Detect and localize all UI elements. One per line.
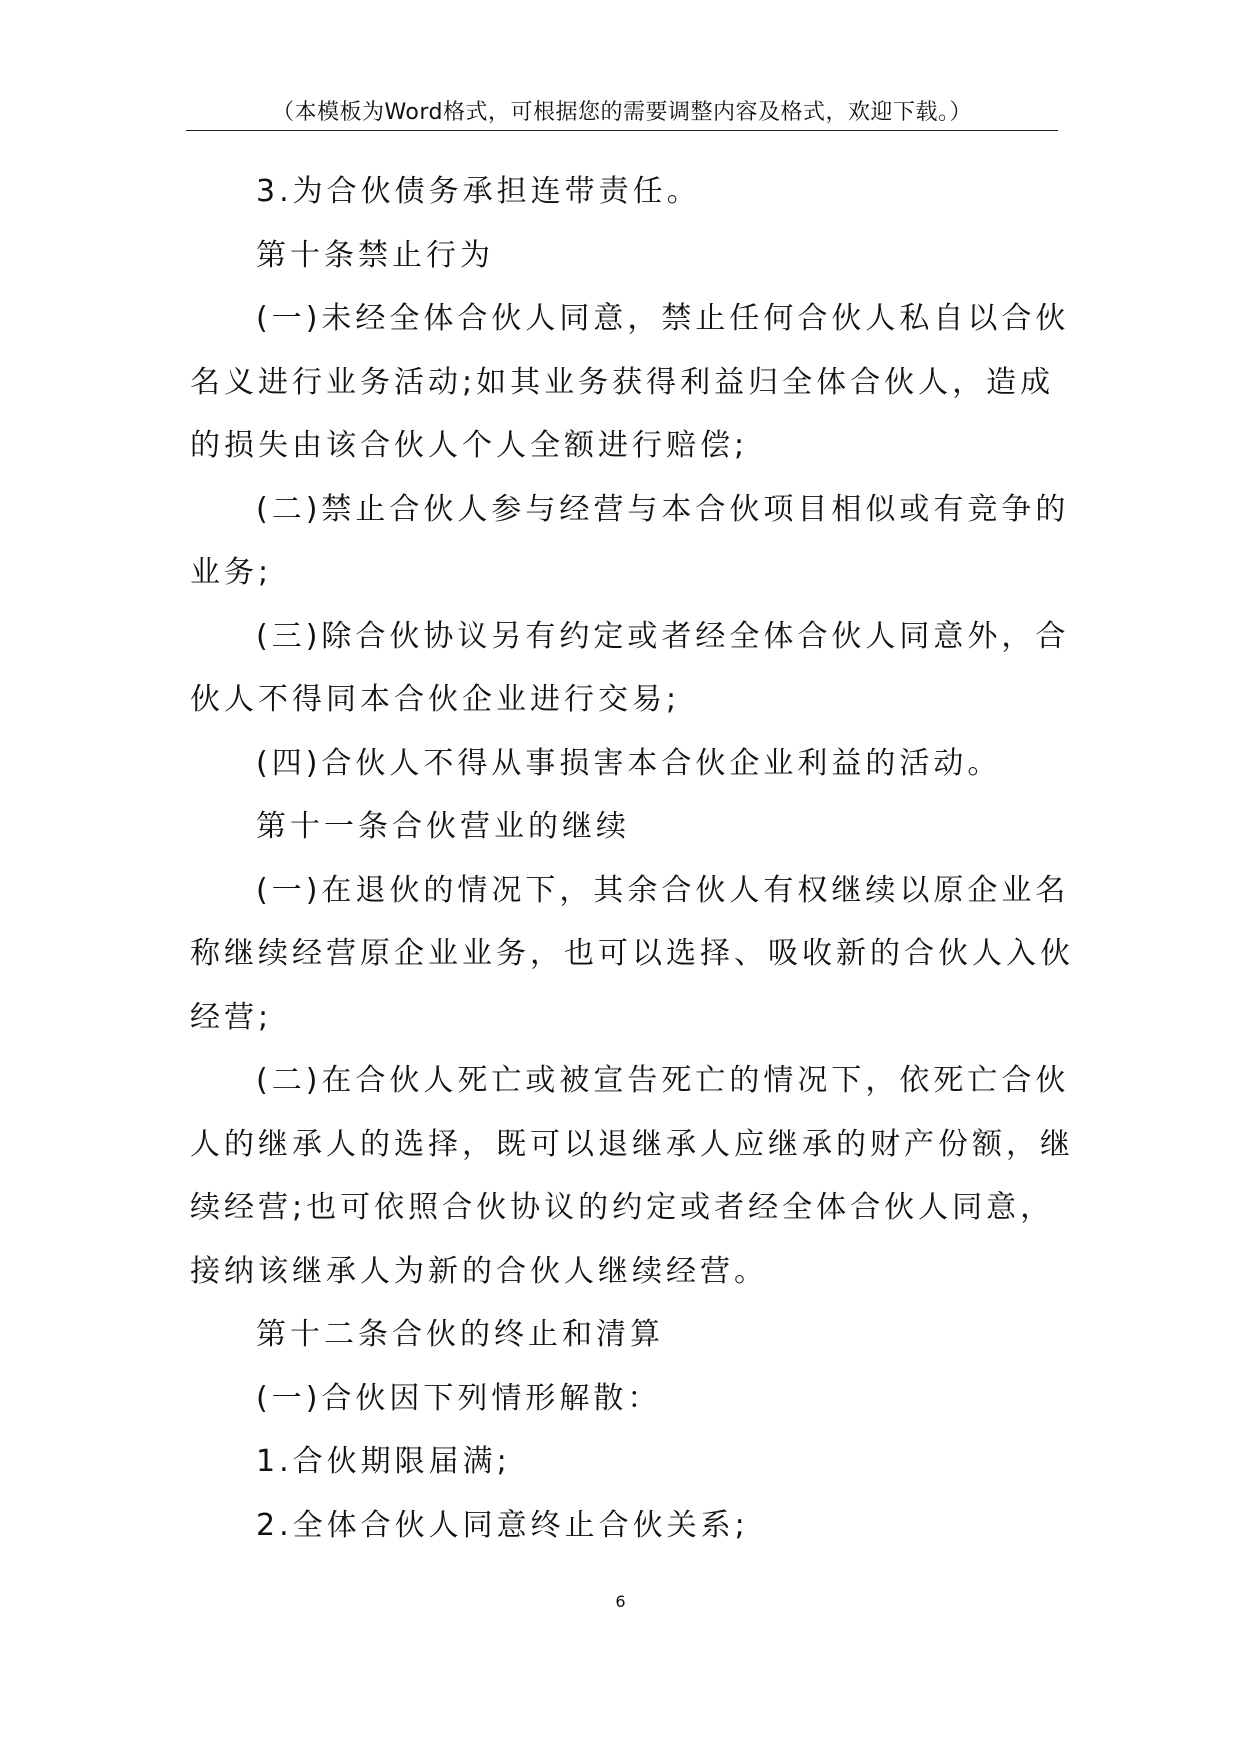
text-line: 人的继承人的选择，既可以退继承人应继承的财产份额，继 — [190, 1126, 1074, 1162]
text-line: 续经营;也可依照合伙协议的约定或者经全体合伙人同意， — [190, 1190, 1055, 1225]
text-line: 伙人不得同本合伙企业进行交易; — [190, 682, 681, 717]
section-heading: 第十二条合伙的终止和清算 — [256, 1317, 664, 1352]
header-divider — [186, 130, 1058, 131]
text-line: 的损失由该合伙人个人全额进行赔偿; — [190, 428, 749, 463]
section-heading: 第十条禁止行为 — [256, 237, 494, 273]
document-body — [190, 160, 1074, 1557]
text-line: 名义进行业务活动;如其业务获得利益归全体合伙人，造成 — [190, 364, 1055, 400]
text-line: 2.全体合伙人同意终止合伙关系; — [256, 1507, 749, 1543]
text-line: (一)在退伙的情况下，其余合伙人有权继续以原企业名 — [256, 872, 1070, 908]
page-header: （本模板为Word格式，可根据您的需要调整内容及格式，欢迎下载。） — [271, 100, 973, 125]
section-heading: 第十一条合伙营业的继续 — [256, 809, 630, 844]
text-line: (二)在合伙人死亡或被宣告死亡的情况下，依死亡合伙 — [256, 1063, 1070, 1098]
page-number: 6 — [615, 1592, 626, 1611]
text-line: (一)合伙因下列情形解散： — [256, 1380, 662, 1416]
text-line: (二)禁止合伙人参与经营与本合伙项目相似或有竞争的 — [256, 491, 1070, 527]
text-line: (一)未经全体合伙人同意，禁止任何合伙人私自以合伙 — [256, 301, 1070, 336]
text-line: (三)除合伙协议另有约定或者经全体合伙人同意外，合 — [256, 618, 1070, 654]
text-line: 接纳该继承人为新的合伙人继续经营。 — [190, 1253, 768, 1289]
text-line: 业务; — [190, 555, 273, 590]
text-line: 经营; — [190, 999, 273, 1035]
text-line: 3.为合伙债务承担连带责任。 — [256, 174, 701, 209]
text-line: 称继续经营原企业业务，也可以选择、吸收新的合伙人入伙 — [190, 936, 1074, 971]
text-line: (四)合伙人不得从事损害本合伙企业利益的活动。 — [256, 745, 1002, 781]
text-line: 1.合伙期限届满; — [256, 1444, 511, 1479]
